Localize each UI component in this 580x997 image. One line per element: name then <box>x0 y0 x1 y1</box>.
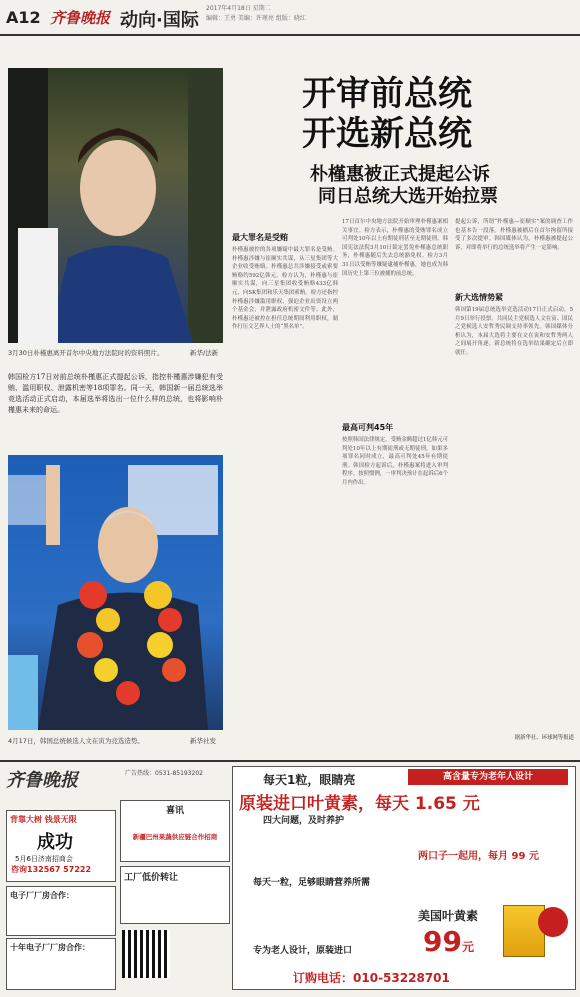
ad-box-factory-2-title: 十年电子厂厂房合作： <box>10 943 90 952</box>
staff-credits: 编辑：王勇 美编：许瑾亮 组版：晓红 <box>206 15 306 22</box>
promo-sub-1: 四大问题，及时养护 <box>263 816 345 826</box>
headline-main-1: 开审前总统 <box>302 74 472 114</box>
ad-box-announcement <box>120 800 230 862</box>
article-credit: 据新华社、环球网等报道 <box>514 735 574 741</box>
article-column-5: 韩国第19届总统选举竞选活动17日正式启动，5月9日举行投票。共同民主党候选人文在寅、国民之党候选人安哲秀民调支持率领先。韩国媒体分析认为，本届大选将主要在文在寅和安哲秀两人之间展开角逐。新总统将在选举结果确定后立即就任。 <box>455 307 573 356</box>
page-number: A12 <box>6 8 41 27</box>
ad-box-factory-sale-title: 工厂低价转让 <box>124 873 179 883</box>
lead-paragraph: 韩国检方17日对前总统朴槿惠正式提起公诉，指控朴槿惠涉嫌犯有受贿、滥用职权、泄露机密等18项罪名。同一天，韩国新一届总统选举竞选活动正式启动，本届选举将选出一位什么样的总统，也将影响朴槿惠未来的命运。 <box>8 373 223 414</box>
header-meta <box>206 4 306 24</box>
article-column-2: 17日首尔中央地方法院开始审理朴槿惠案相关事宜。检方表示，朴槿惠的受贿罪名成立可判处10年以上有期徒刑甚至无期徒刑。韩国宪法法院3月10日裁定罢免朴槿惠总统职务，朴槿惠随后失去总统豁免权。检方3月31日以受贿等嫌疑逮捕朴槿惠，她也成为韩国历史上第三位被捕的前总统。 <box>342 219 448 277</box>
ad-box-franchise-line: 成功 <box>37 832 73 853</box>
subhead-bribery: 最大罪名是受贿 <box>232 233 288 242</box>
photo1-credit: 新华/法新 <box>190 349 219 357</box>
ad-brand-block <box>6 766 118 792</box>
photo-park-geun-hye <box>8 68 223 343</box>
issue-date: 2017年4月18日 星期二 <box>206 5 271 12</box>
ad-brand: 齐鲁晚报 <box>6 770 78 791</box>
ad-box-factory-1-title: 电子厂厂房合作： <box>10 891 74 900</box>
page-header <box>0 0 580 36</box>
ad-box-factory-sale <box>120 866 230 924</box>
qr-code <box>122 930 170 978</box>
promo-headline: 原装进口叶黄素，每天 1.65 元 <box>239 794 480 814</box>
section-title: 动向·国际 <box>120 10 199 31</box>
headline-main-2: 开选新总统 <box>302 114 472 154</box>
ad-box-franchise-title: 背靠大树 钱景无限 <box>10 815 77 824</box>
photo2-credit: 新华社发 <box>190 737 216 745</box>
promo-price: 99元 <box>423 925 474 958</box>
promo-tag: 高含量专为老年人设计 <box>408 769 568 785</box>
product-bottle <box>503 905 545 957</box>
headline-sub-1: 朴槿惠被正式提起公诉 <box>310 164 490 185</box>
promo-seal-icon <box>538 907 568 937</box>
photo-illustration <box>8 455 223 730</box>
ad-box-franchise-phone: 咨询132567 57222 <box>11 865 92 874</box>
masthead-logo: 齐鲁晚报 <box>50 9 111 27</box>
photo2-caption: 4月17日，韩国总统候选人文在寅为竞选造势。 <box>8 737 144 745</box>
ad-box-xinjiang: 新疆巴州果蔬供应链合作招商 <box>132 833 218 841</box>
photo1-caption: 3月30日朴槿惠离开首尔中央地方法院时的资料照片。 <box>8 349 164 357</box>
ad-box-factory-2 <box>6 938 116 990</box>
promo-sub-2: 每天一粒，足够眼睛营养所需 <box>253 878 371 888</box>
headline-sub-2: 同日总统大选开始拉票 <box>318 186 498 207</box>
promo-hotline: 订购电话：010-53228701 <box>293 971 450 985</box>
article-column-4: 提起公诉，所谓“朴槿惠—崔顺实”案的调查工作也基本告一段落。朴槿惠被捕后在首尔拘留所接受了多次提审。韩国媒体认为，朴槿惠被提起公诉，对即将举行的总统选举将产生一定影响。 <box>455 219 573 251</box>
ad-promo-lutein <box>232 766 576 990</box>
subhead-sentence: 最高可判45年 <box>342 423 394 432</box>
ad-box-announcement-title: 喜讯 <box>165 806 184 816</box>
article-column-1: 朴槿惠被控的各项嫌疑中最大罪名是受贿。朴槿惠涉嫌与崔顺实共谋，从三星集团等大企业收受贿赂。朴槿惠总共涉嫌接受或索要贿赂约592亿韩元。检方认为，朴槿惠与崔顺实共谋，向三星集团收受贿赂433亿韩元，向SK集团和乐天集团索贿。检方还指控朴槿惠涉嫌滥用职权、强迫企业出资设立两个基金会，并泄露政府机密文件等。此外，朴槿惠还被控在担任总统期间利用职权，制作打压文艺界人士的“黑名单”。 <box>232 247 338 331</box>
photo-moon-jae-in <box>8 455 223 730</box>
ad-box-factory-1 <box>6 886 116 936</box>
promo-offer: 两口子一起用，每月 99 元 <box>418 851 539 862</box>
promo-product: 美国叶黄素 <box>418 909 479 923</box>
article-column-3: 按照韩国法律规定，受贿金额超过1亿韩元可判处10年以上有期徒刑或无期徒刑。如果多项罪名同时成立，最高可判处45年有期徒刑。韩国检方起诉后，朴槿惠案将进入审判程序。按照惯例，一审判决预计在起诉后6个月内作出。 <box>342 437 448 486</box>
ad-box-franchise <box>6 810 116 882</box>
ad-box-franchise-date: 5月6日济南招商会 <box>15 855 73 863</box>
promo-sub-3: 专为老人设计，原装进口 <box>253 946 353 956</box>
photo-illustration <box>8 68 223 343</box>
promo-top-line: 每天1粒，眼睛亮 <box>263 773 356 787</box>
subhead-election: 新大选情势紧 <box>455 293 503 302</box>
ad-hotline: 广告热线：0531-85193202 <box>125 770 203 777</box>
